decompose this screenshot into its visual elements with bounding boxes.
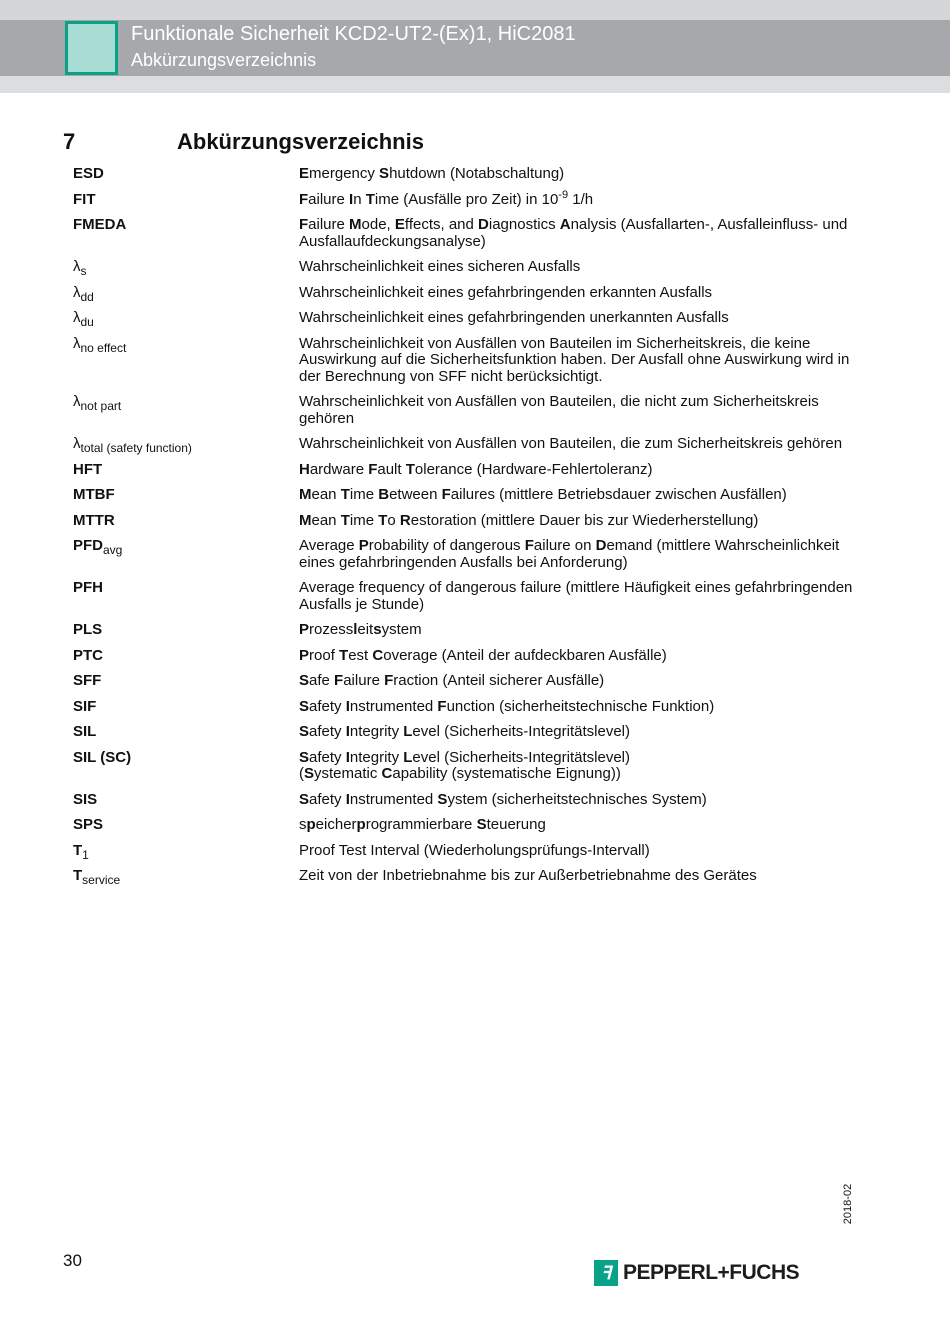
document-title: Funktionale Sicherheit KCD2-UT2-(Ex)1, HiC2081 [131,23,576,45]
description-text: ime [349,486,379,503]
brand-logo [594,1260,799,1286]
initial-letter: F [368,460,378,478]
abbreviation-row [73,580,863,622]
description-text: emand (mittlere Wahrscheinlichkeit eines gefahrbringenden Ausfalls bei Anforderung) [299,537,840,571]
abbreviation-row [73,394,863,436]
term-text: PFD [73,537,103,554]
description-text: ffects, and [404,216,479,233]
lambda-symbol: λ [73,435,81,452]
abbreviation-term [73,817,299,834]
abbreviation-term [73,538,299,571]
initial-letter: I [345,723,350,740]
description-text: Average [299,537,359,554]
abbreviation-term [73,285,299,302]
abbreviation-description [299,487,859,504]
initial-letter: F [437,697,447,715]
initial-letter: R [399,511,411,529]
initial-letter: M [349,216,362,233]
abbreviation-term [73,673,299,690]
description-text: afety [309,748,346,766]
chapter-title: Abkürzungsverzeichnis [177,129,424,154]
exponent: -9 [558,188,569,201]
term-text: PFH [73,579,103,596]
term-text: T [73,867,83,884]
abbreviation-term [73,648,299,665]
initial-letter: p [356,816,366,833]
initial-letter: S [476,816,487,833]
abbreviation-row [73,217,863,259]
term-subscript: du [80,315,94,329]
initial-letter: M [299,511,312,529]
term-text: SPS [73,816,104,833]
description-text: Wahrscheinlichkeit von Ausfällen von Bauteilen, die nicht zum Sicherheitskreis gehören [299,393,819,427]
description-text: etween [389,486,442,503]
description-text: afety [309,697,346,715]
initial-letter: D [595,537,607,554]
description-text: eit [357,621,374,638]
abbreviation-term [73,166,299,183]
abbreviation-description [299,513,859,530]
description-text: apability (systematische Eignung)) [392,765,621,782]
initial-letter: F [299,190,309,208]
abbreviation-description [299,724,859,741]
abbreviation-term [73,259,299,276]
description-text: ode, [361,216,395,233]
term-subscript: dd [80,289,94,304]
description-text: ystem [381,621,422,638]
initial-letter: H [299,460,310,478]
initial-letter: S [437,790,448,808]
section-color-square [65,21,118,75]
abbreviation-term [73,217,299,250]
term-subscript: service [82,873,121,887]
abbreviation-term [73,868,299,885]
abbreviation-term [73,436,299,453]
initial-letter: L [403,748,413,766]
term-text: MTBF [73,486,115,503]
initial-letter: F [334,672,344,689]
abbreviation-description [299,843,859,860]
initial-letter: L [403,723,413,740]
description-text: robability of dangerous [368,537,525,554]
abbreviation-description [299,699,859,716]
abbreviation-description [299,673,859,690]
description-text: rogrammierbare [365,816,477,833]
abbreviation-term [73,843,299,860]
initial-letter: A [559,216,571,233]
initial-letter: F [441,486,451,503]
abbreviation-row [73,622,863,648]
abbreviation-row [73,436,863,462]
abbreviation-term [73,724,299,741]
description-text: ime [349,511,379,529]
abbreviation-term [73,310,299,327]
term-text: FIT [73,190,96,208]
abbreviation-description [299,792,859,809]
abbreviation-description [299,436,859,453]
initial-letter: S [299,790,310,808]
description-text: raction (Anteil sicherer Ausfälle) [393,672,605,689]
description-text: ystematic [314,765,382,782]
term-text: HFT [73,460,103,478]
description-text: Wahrscheinlichkeit eines gefahrbringenden unerkannten Ausfalls [299,309,729,326]
description-text: ystem (sicherheitstechnisches System) [447,790,707,808]
description-text: ailures (mittlere Betriebsdauer zwischen Ausfällen) [450,486,787,503]
abbreviation-row [73,817,863,843]
brand-name: PEPPERL+FUCHS [623,1261,800,1284]
initial-letter: F [384,672,394,689]
initial-letter: T [340,511,350,529]
initial-letter: S [299,697,310,715]
term-text: PLS [73,621,103,638]
abbreviation-description [299,166,859,183]
initial-letter: E [394,216,405,233]
description-text: s [299,816,307,833]
term-text: SIL (SC) [73,748,132,766]
top-bar [0,0,950,20]
lambda-symbol: λ [73,258,81,275]
description-text: ean [311,511,341,529]
initial-letter: F [299,216,309,233]
initial-letter: T [405,460,415,478]
abbreviation-row [73,462,863,488]
description-text: nstrumented [349,790,438,808]
abbreviation-description [299,394,859,427]
abbreviation-row [73,792,863,818]
abbreviation-description [299,259,859,276]
abbreviation-term [73,750,299,783]
abbreviation-description [299,750,859,783]
initial-letter: p [306,816,316,833]
description-text: overage (Anteil der aufdeckbaren Ausfälle) [383,646,667,664]
initial-letter: B [378,486,390,503]
description-text: evel (Sicherheits-Integritätslevel) [412,748,630,766]
description-text: afety [309,723,346,740]
term-text: SIS [73,790,98,808]
abbreviation-description [299,868,859,885]
description-text: Proof Test Interval (Wiederholungsprüfungs-Intervall) [299,841,650,859]
lambda-symbol: λ [73,334,81,352]
term-text: T [73,841,83,859]
description-text: Zeit von der Inbetriebnahme bis zur Außerbetriebnahme des Gerätes [299,867,757,884]
abbreviation-row [73,673,863,699]
initial-letter: P [358,537,369,554]
initial-letter: C [381,765,393,782]
initial-letter: C [372,646,384,664]
abbreviation-row [73,487,863,513]
description-text: Wahrscheinlichkeit eines sicheren Ausfalls [299,258,581,275]
initial-letter: l [353,621,358,638]
abbreviation-row [73,538,863,580]
lambda-symbol: λ [73,283,81,301]
lambda-symbol: λ [73,393,81,410]
initial-letter: F [524,537,534,554]
term-text: FMEDA [73,216,127,233]
initial-letter: I [345,748,350,766]
description-text: roof [309,646,340,664]
initial-letter: T [378,511,388,529]
description-text: eicher [315,816,357,833]
page-number: 30 [63,1251,82,1270]
description-text: afety [309,790,346,808]
term-subscript: not part [80,399,122,413]
initial-letter: M [299,486,312,503]
description-text: ean [311,486,341,503]
abbreviation-description [299,285,859,302]
abbreviation-description [299,538,859,571]
initial-letter: T [365,190,375,208]
description-text: ntegrity [349,748,404,766]
term-subscript: s [80,264,87,278]
description-text: Average frequency of dangerous failure (mittlere Häufigkeit eines gefahrbringenden Ausfalls je Stunde) [299,579,853,613]
date-code: 2018-02 [842,1183,855,1225]
abbreviation-term [73,394,299,427]
initial-letter: I [345,790,350,808]
abbreviation-row [73,699,863,725]
initial-letter: P [299,646,310,664]
abbreviation-term [73,336,299,386]
brand-mark-icon: ꟻ [594,1260,618,1286]
abbreviation-description [299,462,859,479]
description-text: ailure on [533,537,596,554]
abbreviation-term [73,487,299,504]
abbreviation-term [73,792,299,809]
abbreviation-row [73,750,863,792]
description-text: rozess [309,621,354,638]
abbreviation-description [299,217,859,250]
term-subscript: 1 [82,847,89,862]
description-text: n [353,190,366,208]
abbreviation-row [73,188,863,218]
term-text: SFF [73,672,102,689]
abbreviation-row [73,843,863,869]
abbreviation-row [73,513,863,539]
description-text: ailure [308,216,350,233]
abbreviation-description [299,336,859,386]
abbreviation-description [299,622,859,639]
unit-text: 1/h [568,190,594,208]
initial-letter: T [340,486,350,503]
initial-letter: E [299,165,310,182]
term-text: ESD [73,165,104,182]
description-text: evel (Sicherheits-Integritätslevel) [412,723,630,740]
description-text: ardware [309,460,369,478]
abbreviation-term [73,699,299,716]
description-text: o [387,511,400,529]
initial-letter: I [345,697,350,715]
term-text: MTTR [73,511,115,529]
abbreviation-row [73,648,863,674]
description-text: afe [309,672,335,689]
description-text: estoration (mittlere Dauer bis zur Wiederherstellung) [410,511,759,529]
initial-letter: S [299,672,310,689]
abbreviation-row [73,868,863,894]
abbreviation-term [73,513,299,530]
abbreviation-term [73,462,299,479]
term-text: SIL [73,723,97,740]
description-text: ault [377,460,406,478]
description-text: ime (Ausfälle pro Zeit) in 10 [374,190,559,208]
abbreviation-description [299,648,859,665]
description-text: Wahrscheinlichkeit von Ausfällen von Bauteilen im Sicherheitskreis, die keine Auswirkung auf die Sicherheitsfunktion haben. Der Ausfall ohne Auswirkung wird in der Berechnung von SFF nicht berücksichtigt. [299,334,850,385]
term-subscript: avg [103,543,123,557]
initial-letter: D [478,216,489,233]
abbreviation-term [73,622,299,639]
lambda-symbol: λ [73,309,81,326]
term-text: SIF [73,697,97,715]
description-text: hutdown (Notabschaltung) [389,165,565,182]
description-text: ntegrity [349,723,404,740]
abbreviation-term [73,192,299,209]
description-text: Wahrscheinlichkeit von Ausfällen von Bauteilen, die zum Sicherheitskreis gehören [299,435,843,452]
initial-letter: s [373,621,382,638]
abbreviation-row [73,259,863,285]
initial-letter: S [299,748,310,766]
initial-letter: S [304,765,315,782]
term-subscript: total (safety function) [80,441,192,455]
abbreviation-row [73,285,863,311]
abbreviation-row [73,336,863,395]
description-text: Wahrscheinlichkeit eines gefahrbringenden erkannten Ausfalls [299,283,713,301]
description-text: ( [299,765,304,782]
abbreviation-description [299,817,859,834]
abbreviation-row [73,166,863,192]
abbreviation-description [299,580,859,613]
description-text: olerance (Hardware-Fehlertoleranz) [414,460,653,478]
description-text: est [348,646,373,664]
chapter-number: 7 [63,129,76,154]
initial-letter: S [379,165,390,182]
description-text: iagnostics [488,216,560,233]
initial-letter: T [339,646,349,664]
abbreviation-term [73,580,299,613]
section-subtitle: Abkürzungsverzeichnis [131,50,317,70]
header-underbar [0,76,950,93]
description-text: mergency [309,165,380,182]
abbreviation-description [299,310,859,327]
term-subscript: no effect [80,340,127,355]
description-text: unction (sicherheitstechnische Funktion) [446,697,715,715]
description-text: nalysis (Ausfallarten-, Ausfalleinfluss- und Ausfallaufdeckungsanalyse) [299,216,848,250]
abbreviation-row [73,724,863,750]
description-text: ailure [343,672,385,689]
abbreviation-list [73,166,863,894]
abbreviation-description [299,188,859,209]
description-text: nstrumented [349,697,438,715]
initial-letter: S [299,723,310,740]
initial-letter: I [349,190,354,208]
description-text: teuerung [486,816,546,833]
description-text: ailure [308,190,350,208]
initial-letter: P [299,621,310,638]
abbreviation-row [73,310,863,336]
term-text: PTC [73,646,103,664]
